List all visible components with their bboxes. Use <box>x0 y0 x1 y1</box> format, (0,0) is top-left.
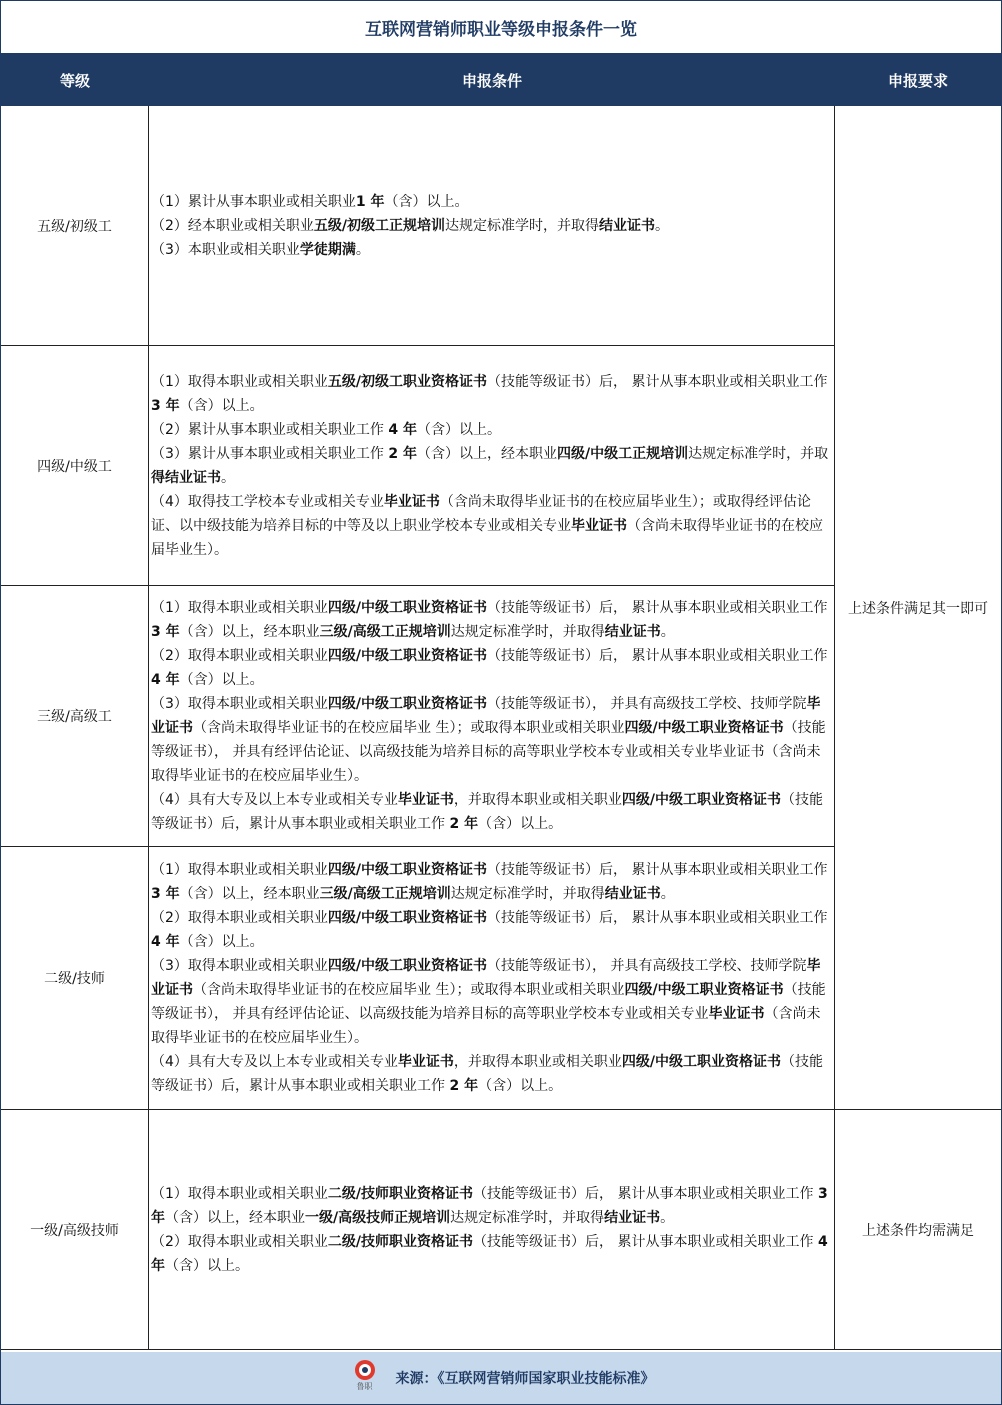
condition-text: 达规定标准学时，并取得 <box>450 624 605 640</box>
condition-text: （技能等级证书）， 并具有高级技工学校、技师学院 <box>487 696 807 712</box>
requirement-all: 上述条件均需满足 <box>835 1110 1001 1350</box>
condition-item <box>151 644 832 692</box>
condition-emphasis: 得结业证书 <box>151 469 221 486</box>
condition-emphasis: 3 年 <box>151 886 180 902</box>
condition-text: （技能等级证书）后，累计从事本职业或相关职业工作 <box>151 1054 824 1094</box>
condition-emphasis: 3 年 <box>151 1185 828 1226</box>
condition-item <box>151 906 832 954</box>
condition-text: 达规定标准学时，并取 <box>688 445 829 462</box>
condition-text: （2）取得本职业或相关职业 <box>151 648 328 664</box>
condition-text: （4）具有大专及以上本专业或相关专业 <box>151 792 398 808</box>
page-title: 互联网营销师职业等级申报条件一览 <box>1 1 1001 54</box>
condition-text: （3）取得本职业或相关职业 <box>151 958 328 974</box>
condition-text: （1）累计从事本职业或相关职业 <box>151 193 356 210</box>
condition-text: （技能等级证书）后， 累计从事本职业或相关职业工作 <box>487 648 828 664</box>
condition-emphasis: 学徒期满 <box>299 241 356 258</box>
condition-emphasis: 四级/中级工职业资格证书 <box>621 792 782 808</box>
level-cell: 五级/初级工 <box>1 106 149 346</box>
condition-item <box>151 490 832 562</box>
condition-text: ，并取得本职业或相关职业 <box>453 1054 622 1070</box>
condition-text: （2）取得本职业或相关职业 <box>151 1233 328 1250</box>
condition-text: （技能等级证书）后，累计从事本职业或相关职业工作 <box>151 792 824 832</box>
condition-text: （技能等级证书）， 并具有经评估论证、以高级技能为培养目标的高等职业学校本专业或相关专业毕业证书（含尚未取得毕业证书的在校应届毕业生）。 <box>151 720 826 784</box>
condition-emphasis: 四级/中级工正规培训 <box>556 445 689 462</box>
condition-text: （技能等级证书）后， 累计从事本职业或相关职业工作 <box>487 373 828 390</box>
condition-emphasis: 三级/高级工正规培训 <box>319 624 451 640</box>
condition-emphasis: 五级/初级工正规培训 <box>313 217 446 234</box>
condition-text: ，并取得本职业或相关职业 <box>453 792 622 808</box>
condition-emphasis: 4 年 <box>151 934 180 950</box>
condition-emphasis: 四级/中级工职业资格证书 <box>327 648 488 664</box>
header-level: 等级 <box>59 71 90 90</box>
condition-emphasis: 三级/高级工正规培训 <box>319 886 451 902</box>
condition-emphasis: 1 年 <box>355 193 385 210</box>
condition-emphasis: 结业证书 <box>604 624 661 640</box>
conditions-cell <box>149 346 835 586</box>
condition-text: （技能等级证书）， 并具有经评估论证、以高级技能为培养目标的高等职业学校本专业或相关专业 <box>151 982 826 1022</box>
condition-text: （3）累计从事本职业或相关职业工作 <box>151 445 389 462</box>
condition-text: （含尚未取得毕业证书的在校应届毕业生）；或取得经评估论证、以中级技能为培养目标的中等及以上职业学校本专业或相关专业 <box>151 493 811 534</box>
condition-text: 。 <box>221 469 235 486</box>
condition-text: 。 <box>660 1209 675 1226</box>
condition-emphasis: 四级/中级工职业资格证书 <box>327 862 488 878</box>
table-header <box>1 54 1001 106</box>
condition-text: （2）累计从事本职业或相关职业工作 <box>151 421 389 438</box>
eye-logo-icon <box>353 1358 377 1382</box>
condition-text: （1）取得本职业或相关职业 <box>151 600 328 616</box>
condition-text: 达规定标准学时，并取得 <box>450 1209 605 1226</box>
condition-text: （含）以上，经本职业 <box>179 624 320 640</box>
level-cell: 四级/中级工 <box>1 346 149 586</box>
condition-text: （含）以上，经本职业 <box>416 445 557 462</box>
table-body <box>1 106 1001 1350</box>
condition-text: 达规定标准学时，并取得 <box>445 217 600 234</box>
header-conditions: 申报条件 <box>461 71 522 90</box>
condition-item <box>151 1182 832 1230</box>
condition-emphasis: 毕业证书 <box>383 493 440 510</box>
condition-emphasis: 四级/中级工职业资格证书 <box>327 600 488 616</box>
condition-text: （技能等级证书）后， 累计从事本职业或相关职业工作 <box>487 910 828 926</box>
condition-item <box>151 1050 832 1098</box>
condition-emphasis: 四级/中级工职业资格证书 <box>624 982 784 998</box>
condition-text: （2）取得本职业或相关职业 <box>151 910 328 926</box>
condition-emphasis: 4 年 <box>151 672 180 688</box>
condition-text: 。 <box>355 241 370 258</box>
conditions-cell <box>149 106 835 346</box>
condition-item <box>151 190 832 214</box>
condition-emphasis: 四级/中级工职业资格证书 <box>621 1054 782 1070</box>
condition-item <box>151 954 832 1050</box>
condition-text: （含）以上，经本职业 <box>179 886 320 902</box>
condition-emphasis: 2 年 <box>388 445 417 462</box>
condition-emphasis: 2 年 <box>449 1078 479 1094</box>
condition-text: （含）以上。 <box>179 934 264 950</box>
condition-text: （技能等级证书）后， 累计从事本职业或相关职业工作 <box>473 1233 818 1250</box>
condition-emphasis: 二级/技师职业资格证书 <box>327 1185 474 1202</box>
condition-text: 达规定标准学时，并取得 <box>450 886 605 902</box>
condition-emphasis: 3 年 <box>151 624 180 640</box>
condition-text: （含）以上。 <box>478 1078 563 1094</box>
condition-text: （技能等级证书）后， 累计从事本职业或相关职业工作 <box>473 1185 818 1202</box>
condition-item <box>151 788 832 836</box>
condition-emphasis: 3 年 <box>151 397 180 414</box>
condition-emphasis: 四级/中级工职业资格证书 <box>624 720 784 736</box>
condition-text: 。 <box>655 217 670 234</box>
condition-emphasis: 毕业证书 <box>151 696 821 736</box>
condition-text: （含尚未取得毕业证书的在校应届毕业生）。 <box>151 1006 821 1046</box>
requirement-any: 上述条件满足其一即可 <box>835 106 1001 1110</box>
conditions-cell <box>149 586 835 847</box>
level-cell: 二级/技师 <box>1 847 149 1110</box>
condition-text: （含）以上。 <box>165 1257 249 1274</box>
logo-text: 鲁职 <box>356 1382 373 1391</box>
condition-text: （含）以上。 <box>384 193 469 210</box>
condition-item <box>151 238 832 262</box>
condition-emphasis: 四级/中级工职业资格证书 <box>327 958 488 974</box>
condition-text: （1）取得本职业或相关职业 <box>151 1185 328 1202</box>
condition-emphasis: 四级/中级工职业资格证书 <box>327 910 488 926</box>
condition-text: （2）经本职业或相关职业 <box>151 217 314 234</box>
condition-emphasis: 结业证书 <box>604 886 661 902</box>
condition-text: （技能等级证书）， 并具有高级技工学校、技师学院 <box>487 958 807 974</box>
level-cell: 三级/高级工 <box>1 586 149 847</box>
condition-text: （含）以上。 <box>416 421 501 438</box>
condition-text: （技能等级证书）后， 累计从事本职业或相关职业工作 <box>487 600 828 616</box>
condition-item <box>151 442 832 490</box>
condition-text: （4）取得技工学校本专业或相关专业 <box>151 493 384 510</box>
condition-emphasis: 一级/高级技师正规培训 <box>305 1209 451 1226</box>
condition-item <box>151 1230 832 1278</box>
condition-text: 。 <box>660 624 675 640</box>
condition-text: （含）以上。 <box>478 816 563 832</box>
condition-emphasis: 2 年 <box>449 816 479 832</box>
condition-text: （1）取得本职业或相关职业 <box>151 862 328 878</box>
source-footer <box>1 1352 1001 1404</box>
condition-item <box>151 214 832 238</box>
condition-item <box>151 370 832 418</box>
brand-logo <box>348 1358 382 1398</box>
condition-emphasis: 毕业证书 <box>397 792 454 808</box>
condition-text: （1）取得本职业或相关职业 <box>151 373 328 390</box>
condition-text: （含）以上，经本职业 <box>165 1209 305 1226</box>
condition-text: （3）取得本职业或相关职业 <box>151 696 328 712</box>
condition-emphasis: 二级/技师职业资格证书 <box>327 1233 474 1250</box>
condition-text: （含）以上。 <box>179 672 264 688</box>
condition-text: （含尚未取得毕业证书的在校应届毕业 生）；或取得本职业或相关职业 <box>193 720 625 736</box>
condition-emphasis: 4 年 <box>388 421 417 438</box>
conditions-cell <box>149 847 835 1110</box>
condition-text: （含尚未取得毕业证书的在校应届毕业 生）；或取得本职业或相关职业 <box>193 982 625 998</box>
condition-emphasis: 4 年 <box>151 1233 828 1274</box>
condition-emphasis: 毕业证书 <box>397 1054 454 1070</box>
condition-emphasis: 毕业证书 <box>571 517 627 534</box>
source-text: 来源：《互联网营销师国家职业技能标准》 <box>395 1371 655 1387</box>
condition-emphasis: 结业证书 <box>599 217 656 234</box>
condition-text: （4）具有大专及以上本专业或相关专业 <box>151 1054 398 1070</box>
condition-emphasis: 毕业证书 <box>151 958 821 998</box>
condition-item <box>151 692 832 788</box>
condition-emphasis: 四级/中级工职业资格证书 <box>327 696 488 712</box>
condition-text: 。 <box>660 886 675 902</box>
condition-item <box>151 418 832 442</box>
condition-text: （含尚未取得毕业证书的在校应届毕业生）。 <box>151 517 823 558</box>
condition-text: （3）本职业或相关职业 <box>151 241 300 258</box>
condition-emphasis: 毕业证书 <box>708 1006 765 1022</box>
condition-emphasis: 五级/初级工职业资格证书 <box>327 373 488 390</box>
level-cell: 一级/高级技师 <box>1 1110 149 1350</box>
condition-emphasis: 结业证书 <box>604 1209 661 1226</box>
condition-text: （技能等级证书）后， 累计从事本职业或相关职业工作 <box>487 862 828 878</box>
header-requirements: 申报要求 <box>887 71 948 90</box>
condition-text: （含）以上。 <box>179 397 264 414</box>
conditions-cell <box>149 1110 835 1350</box>
condition-item <box>151 596 832 644</box>
condition-item <box>151 858 832 906</box>
